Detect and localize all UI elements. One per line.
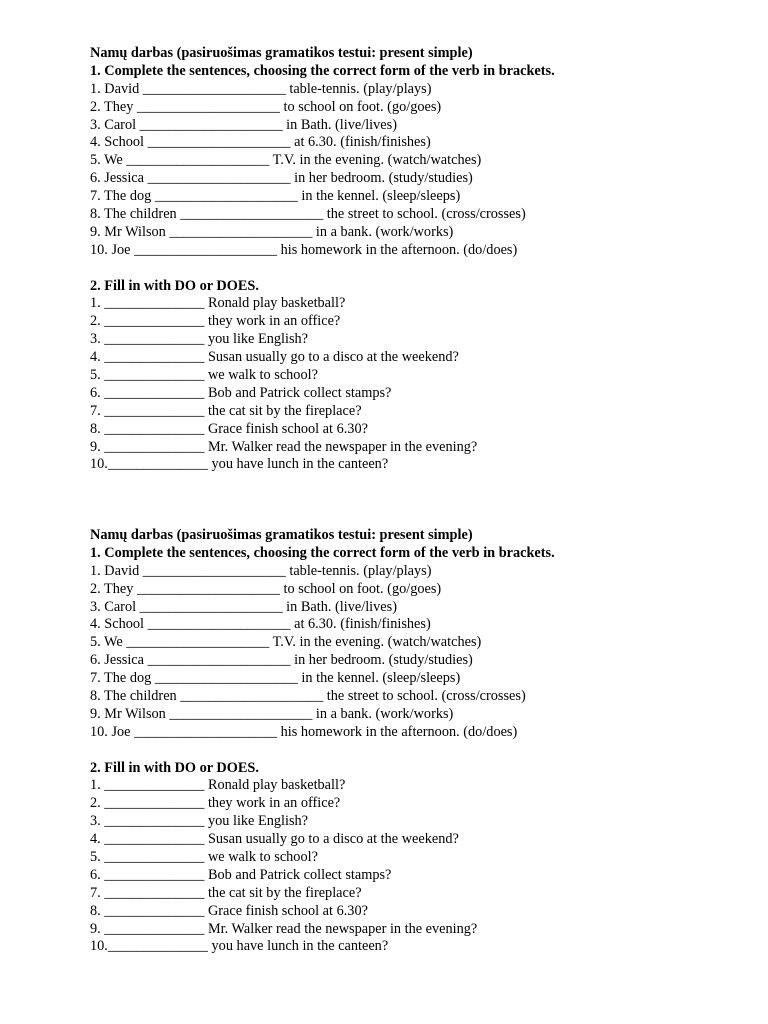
exercise-2-item: 5. ______________ we walk to school? [90,849,318,866]
exercise-2-item: 2. ______________ they work in an office? [90,795,341,812]
exercise-2-item: 4. ______________ Susan usually go to a disco at the weekend? [90,831,459,848]
exercise-1-item: 3. Carol ____________________ in Bath. (live/lives) [90,116,397,133]
exercise-2-item: 7. ______________ the cat sit by the fireplace? [90,884,362,901]
exercise-2-item: 10.______________ you have lunch in the canteen? [90,938,389,955]
exercise-1-item: 1. David ____________________ table-tennis. (play/plays) [90,562,432,579]
exercise-1-item: 9. Mr Wilson ____________________ in a bank. (work/works) [90,705,454,722]
exercise-2-item: 7. ______________ the cat sit by the fireplace? [90,402,362,419]
exercise-1-title: 1. Complete the sentences, choosing the correct form of the verb in brackets. [90,544,555,561]
section-spacer [90,260,730,278]
exercise-2-item: 1. ______________ Ronald play basketball? [90,777,346,794]
exercise-1-item: 7. The dog ____________________ in the kennel. (sleep/sleeps) [90,670,461,687]
worksheet-copy-1 [90,45,730,474]
exercise-2-title: 2. Fill in with DO or DOES. [90,759,259,776]
exercise-2-item: 10.______________ you have lunch in the canteen? [90,456,389,473]
exercise-2-item: 8. ______________ Grace finish school at 6.30? [90,902,368,919]
exercise-1-item: 9. Mr Wilson ____________________ in a bank. (work/works) [90,223,454,240]
exercise-1-item: 5. We ____________________ T.V. in the evening. (watch/watches) [90,152,482,169]
exercise-2-item: 1. ______________ Ronald play basketball? [90,295,346,312]
exercise-1-item: 3. Carol ____________________ in Bath. (live/lives) [90,598,397,615]
exercise-1-item: 5. We ____________________ T.V. in the evening. (watch/watches) [90,634,482,651]
exercise-1-item: 10. Joe ____________________ his homework in the afternoon. (do/does) [90,723,518,740]
exercise-1-item: 2. They ____________________ to school on foot. (go/goes) [90,580,442,597]
exercise-1-title: 1. Complete the sentences, choosing the correct form of the verb in brackets. [90,62,555,79]
exercise-1-item: 4. School ____________________ at 6.30. (finish/finishes) [90,134,431,151]
exercise-1-item: 8. The children ____________________ the street to school. (cross/crosses) [90,206,526,223]
exercise-2-item: 3. ______________ you like English? [90,813,309,830]
exercise-2-title: 2. Fill in with DO or DOES. [90,277,259,294]
exercise-2-item: 2. ______________ they work in an office? [90,313,341,330]
worksheet-copy-2 [90,527,730,956]
exercise-1-item: 2. They ____________________ to school on foot. (go/goes) [90,98,442,115]
exercise-1-item: 10. Joe ____________________ his homework in the afternoon. (do/does) [90,241,518,258]
exercise-1-item: 1. David ____________________ table-tennis. (play/plays) [90,80,432,97]
exercise-2-item: 8. ______________ Grace finish school at 6.30? [90,420,368,437]
section-spacer [90,742,730,760]
exercise-2-item: 9. ______________ Mr. Walker read the newspaper in the evening? [90,920,478,937]
exercise-2-item: 3. ______________ you like English? [90,331,309,348]
exercise-1-item: 7. The dog ____________________ in the kennel. (sleep/sleeps) [90,188,461,205]
exercise-2-item: 6. ______________ Bob and Patrick collect stamps? [90,384,392,401]
exercise-2-item: 5. ______________ we walk to school? [90,367,318,384]
exercise-2-item: 6. ______________ Bob and Patrick collect stamps? [90,866,392,883]
worksheet-header: Namų darbas (pasiruošimas gramatikos testui: present simple) [90,45,473,61]
exercise-1-item: 8. The children ____________________ the street to school. (cross/crosses) [90,688,526,705]
exercise-1-item: 6. Jessica ____________________ in her bedroom. (study/studies) [90,652,473,669]
exercise-2-item: 4. ______________ Susan usually go to a disco at the weekend? [90,349,459,366]
exercise-1-item: 6. Jessica ____________________ in her bedroom. (study/studies) [90,170,473,187]
exercise-1-item: 4. School ____________________ at 6.30. (finish/finishes) [90,616,431,633]
exercise-2-item: 9. ______________ Mr. Walker read the newspaper in the evening? [90,438,478,455]
worksheet-header: Namų darbas (pasiruošimas gramatikos testui: present simple) [90,527,473,543]
